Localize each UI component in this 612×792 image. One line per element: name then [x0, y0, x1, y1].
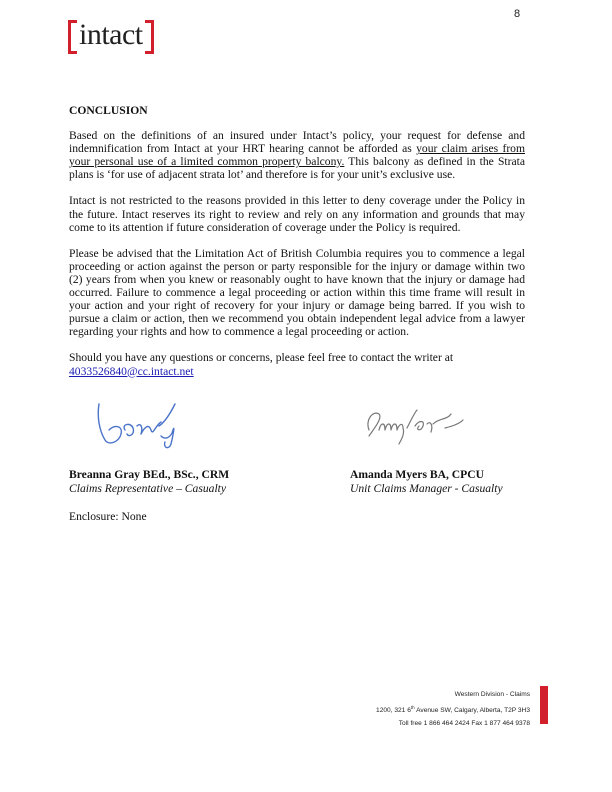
signature-breanna-gray [91, 396, 191, 452]
contact-text: Should you have any questions or concerns, please feel free to contact the writer at [69, 351, 454, 365]
paragraph-limitation-act: Please be advised that the Limitation Act of British Columbia requires you to commence a legal proceeding or action against the person or party responsible for the injury or damage within two (2) years from when you knew or reasonably ought to have known that the injury or damage had occurred. Failure to commence a legal proceeding or action within this time frame will result in your action and your right of recovery for your injury or damage being barred. If you wish to pursue a claim or action, then we recommend you obtain independent legal advice from a lawyer regarding your rights and how to commence a legal proceeding or action. [69, 246, 525, 339]
signer-name: Breanna Gray BEd., BSc., CRM [69, 468, 230, 481]
signer-block-right [350, 468, 503, 496]
paragraph-1-start: Based on the definitions of an insured under Intact’s policy, your request for defense and indemnification from Intact at your HRT hearing cannot be afforded as [69, 129, 525, 156]
footer-address [376, 701, 530, 717]
footer-address-start: 1200, 321 6 [376, 707, 411, 715]
paragraph-1-underlined: your claim arises from your personal use of a limited common property balcony. [69, 142, 525, 169]
signer-title: Claims Representative – Casualty [69, 482, 227, 495]
footer-accent-bar [540, 686, 548, 724]
signer-block-left [69, 468, 229, 496]
signature-amanda-myers [359, 400, 469, 446]
footer-address-ordinal: th [410, 705, 415, 710]
footer-contact [376, 688, 530, 730]
footer-phones: Toll free 1 866 464 2424 Fax 1 877 464 9378 [398, 720, 530, 728]
signer-title: Unit Claims Manager - Casualty [350, 482, 503, 495]
paragraph-coverage-decision [69, 129, 525, 181]
logo-right-bracket [145, 20, 154, 54]
paragraph-contact [69, 351, 525, 377]
logo-wordmark: intact [79, 18, 143, 51]
signer-name: Amanda Myers BA, CPCU [350, 468, 484, 481]
footer-division: Western Division - Claims [454, 691, 530, 698]
paragraph-1-end: This balcony as defined in the Strata plans is ‘for use of adjacent strata lot’ and therefore is for your unit’s exclusive use. [69, 155, 526, 182]
section-heading: CONCLUSION [69, 104, 148, 117]
contact-email-link[interactable]: 4033526840@cc.intact.net [69, 364, 194, 378]
page-number: 8 [514, 8, 521, 20]
intact-logo [68, 18, 156, 56]
enclosure-line: Enclosure: None [69, 510, 147, 523]
signature-area [69, 396, 529, 466]
logo-left-bracket [68, 20, 77, 54]
letter-body [69, 104, 525, 391]
paragraph-reservation: Intact is not restricted to the reasons provided in this letter to deny coverage under the Policy in the future. Intact reserves its right to review and rely on any information and grounds that may come to its attention if future consideration of coverage under the Policy is required. [69, 194, 525, 234]
footer-address-end: Avenue SW, Calgary, Alberta, T2P 3H3 [414, 707, 530, 715]
